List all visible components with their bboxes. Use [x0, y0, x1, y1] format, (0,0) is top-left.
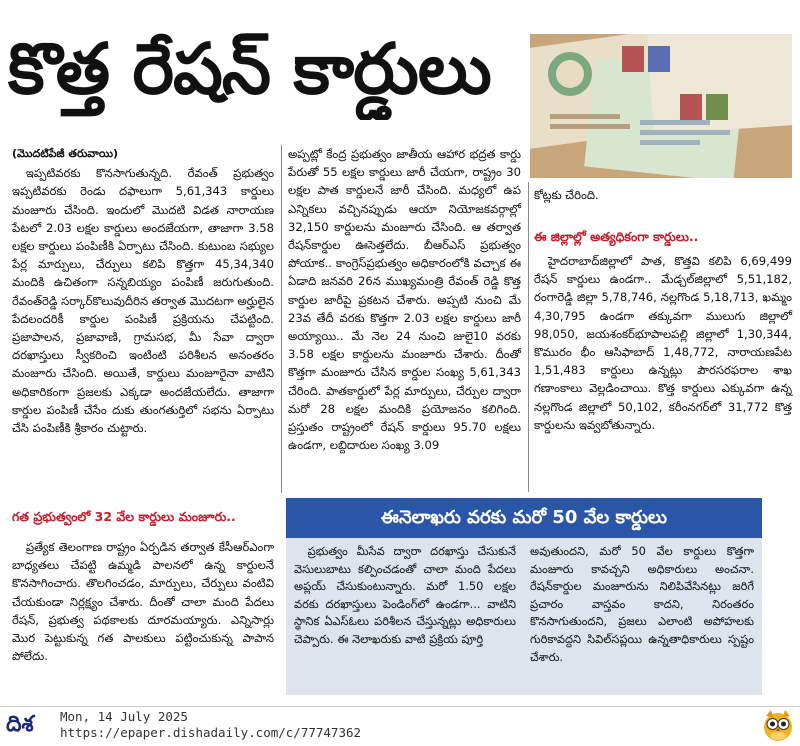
column-1-subhead: గత ప్రభుత్వంలో 32 వేల కార్డులు మంజూరు..: [12, 509, 236, 524]
box-left-column: [294, 543, 516, 649]
column-3-paragraph-2: హైదరాబాద్‌జిల్లాలో పాత, కొత్తవి కలిపి 6,69,499 రేషన్ కార్డులు ఉండగా.. మేడ్చల్‌జిల్లాలో 5,51,182, రంగారెడ్డి జిల్లా 5,78,746, నల్లగొండ 5,18,713, ఖమ్మం 4,30,795 ఉండగా తక్కువగా ములుగు జిల్లాలో 98,050, జయశంకర్‌భూపాలపల్లి జిల్లాలో 1,30,344, కొమురం భీం ఆసిఫాబాద్ 1,48,772, నారాయణపేట 1,51,483 కార్డులు ఉన్నట్లు పౌరసరఫరాల శాఖ గణాంకాలు వెల్లడించాయి. కొత్త కార్డులు ఎక్కువగా ఉన్న నల్లగొండ జిల్లాలో 50,102, కరీంనగర్‌లో 31,772 కొత్త కార్డులను ఇవ్వబోతున్నారు.: [534, 254, 792, 432]
ration-cards-image: [530, 34, 792, 178]
footer-date: Mon, 14 July 2025: [60, 709, 188, 724]
box-right-paragraph: అవుతుందని, మరో 50 వేల కార్డులు కొత్తగా మంజూరు కావచ్చని అధికారులు అంచనా. రేషన్‌కార్డుల మంజూరును నిలిపివేసినట్లు జరిగే ప్రచారం వాస్తవం కాదని, నిరంతరం కొనసాగుతుందని, ప్రజలు ఎలాంటి అపోహలకు గురికావద్దని సివిల్‌సప్లయి ఉన్నతాధికారులు స్పష్టం చేశారు.: [530, 544, 754, 664]
disha-logo: దిశ: [6, 712, 34, 737]
column-divider: [528, 182, 529, 492]
byline: (మొదటిపేజీ తరువాయి): [12, 147, 119, 160]
column-2: [288, 145, 521, 454]
box-left-paragraph: ప్రభుత్వం మీసేవ ద్వారా దరఖాస్తు చేసుకునే వెసులుబాటు కల్పించడంతో చాలా మంది పేదలు అప్లయ్ చేసుకుంటున్నారు. మరో 1.50 లక్షల వరకు దరఖాస్తులు పెండింగ్‌లో ఉండగా... వాటిని స్థానిక ఏఎస్‌ఓలు పరిశీలన చేస్తున్నట్లు అధికారులు చెప్పారు. ఈ నెలాఖరుకు వాటి ప్రక్రియ పూర్తి: [294, 544, 516, 646]
column-1: [12, 145, 274, 437]
column-2-paragraph: అప్పట్లో కేంద్ర ప్రభుత్వం జాతీయ ఆహార భద్రత కార్డు పేరుతో 55 లక్షల కార్డులు జారీ చేయగా, రాష్ట్రం 30 లక్షల పాత కార్డులనే జారీ చేసింది. మధ్యలో ఉప ఎన్నికలు వచ్చినప్పుడు ఆయా నియోజకవర్గాల్లో 32,150 కార్డులను మంజూరు చేసింది. ఆ తర్వాత రేషన్‌కార్డుల ఊసెత్తలేదు. బీఆర్ఎస్ ప్రభుత్వం పోయాక.. కాంగ్రెస్‌ప్రభుత్వం అధికారంలోకి వచ్చాక ఈ ఏడాది జనవరి 26న ముఖ్యమంత్రి రేవంత్ రెడ్డి కొత్త కార్డుల జారీపై ప్రకటన చేశారు. అప్పటి నుంచి మే 23వ తేదీ వరకు కొత్తగా 2.03 లక్షల కార్డులు జారీ అయ్యాయి.. మే నెల 24 నుంచి జులై10 వరకు 3.58 లక్షల కార్డులను మంజూరు చేశారు. దీంతో కొత్తగా మంజూరు చేసిన కార్డుల సంఖ్య 5,61,343 చేరింది. పాతకార్డులో పేర్ల మార్పులు, చేర్పుల ద్వారా మరో 28 లక్షల మందికి ప్రయోజనం కలిగింది. ప్రస్తుతం రాష్ట్రంలో రేషన్ కార్డులు 95.70 లక్షలు ఉండగా, లబ్దిదారుల సంఖ్య 3.09: [288, 147, 521, 453]
box-right-column: [530, 543, 754, 666]
column-1-paragraph-1: ఇప్పటివరకు కొనసాగుతున్నది. రేవంత్ ప్రభుత్వం ఇప్పటివరకు రెండు దఫాలుగా 5,61,343 కార్డులు మంజూరు చేసింది. ఇందులో మొదటి విడత నారాయణ పేటలో 2.03 లక్షల కార్డులు అందజేయగా, తాజాగా 3.58 లక్షల కార్డులు పంపిణీకి ఏర్పాటు చేసింది. కుటుంబ సభ్యుల పేర్ల మార్పులు, చేర్పులు కలిపి కొత్తగా 45,34,340 మందికి ఉచితంగా సన్నబియ్యం పంపిణీ జరుగుతుంది. రేవంత్‌రెడ్డి సర్కార్‌కొలువుదీరిన తర్వాత మొదటగా అర్హులైన పేదలందరికీ కార్డుల పంపిణీ ప్రక్రియను చేపట్టింది. ప్రజాపాలన, ప్రజావాణి, గ్రామసభ, మీ సేవా ద్వారా దరఖాస్తులు స్వీకరించి ఇంటింటి పరిశీలన అనంతరం మంజూరు చేసింది. అయితే, కార్డులు మంజూరైనా వాటిని అధికారికంగా ప్రజలకు ఎక్కడా అందజేయలేదు. తాజాగా కార్డుల పంపిణీ చేసేం దుకు తుంగతుర్తిలో సభను ఏర్పాటు చేసి పంపిణీకి శ్రీకారం చుట్టారు.: [12, 166, 274, 436]
footer-url[interactable]: https://epaper.dishadaily.com/c/77747362: [60, 725, 362, 740]
column-1-paragraph-2: ప్రత్యేక తెలంగాణ రాష్ట్రం ఏర్పడిన తర్వాత కేసీఆర్‌ఎంగా బాధ్యతలు చేపట్టి ఉమ్మడి పాలనలో ఉన్న కార్డులనే కొనసాగించారు. తొలగించడం, మార్పులు, చేర్పులు వంటివి చేయకుండా నిర్లక్ష్యం చేశారు. దీంతో చాలా మంది పేదలు రేషన్, ప్రభుత్వ పథకాలకు దూరమయ్యారు. ఎన్నిసార్లు మొర పెట్టుకున్న గత పాలకులు పట్టించుకున్న పాపాన పోలేదు.: [12, 540, 274, 664]
box-story: [286, 538, 762, 695]
ration-card-photo: [530, 34, 792, 178]
column-3: [534, 186, 792, 204]
column-3-paragraph-1: కోట్లకు చేరింది.: [534, 188, 599, 202]
owl-icon[interactable]: [762, 708, 794, 742]
box-banner: ఈనెలాఖరు వరకు మరో 50 వేల కార్డులు: [286, 498, 762, 538]
column-divider: [281, 145, 282, 493]
footer-info: [60, 709, 361, 741]
headline: కొత్త రేషన్ కార్డులు: [8, 28, 491, 110]
column-3-subhead: ఈ జిల్లాల్లో అత్యధికంగా కార్డులు..: [534, 229, 699, 244]
column-1-lower: [12, 538, 274, 665]
column-3-lower: [534, 252, 792, 434]
footer-divider: [0, 706, 800, 707]
